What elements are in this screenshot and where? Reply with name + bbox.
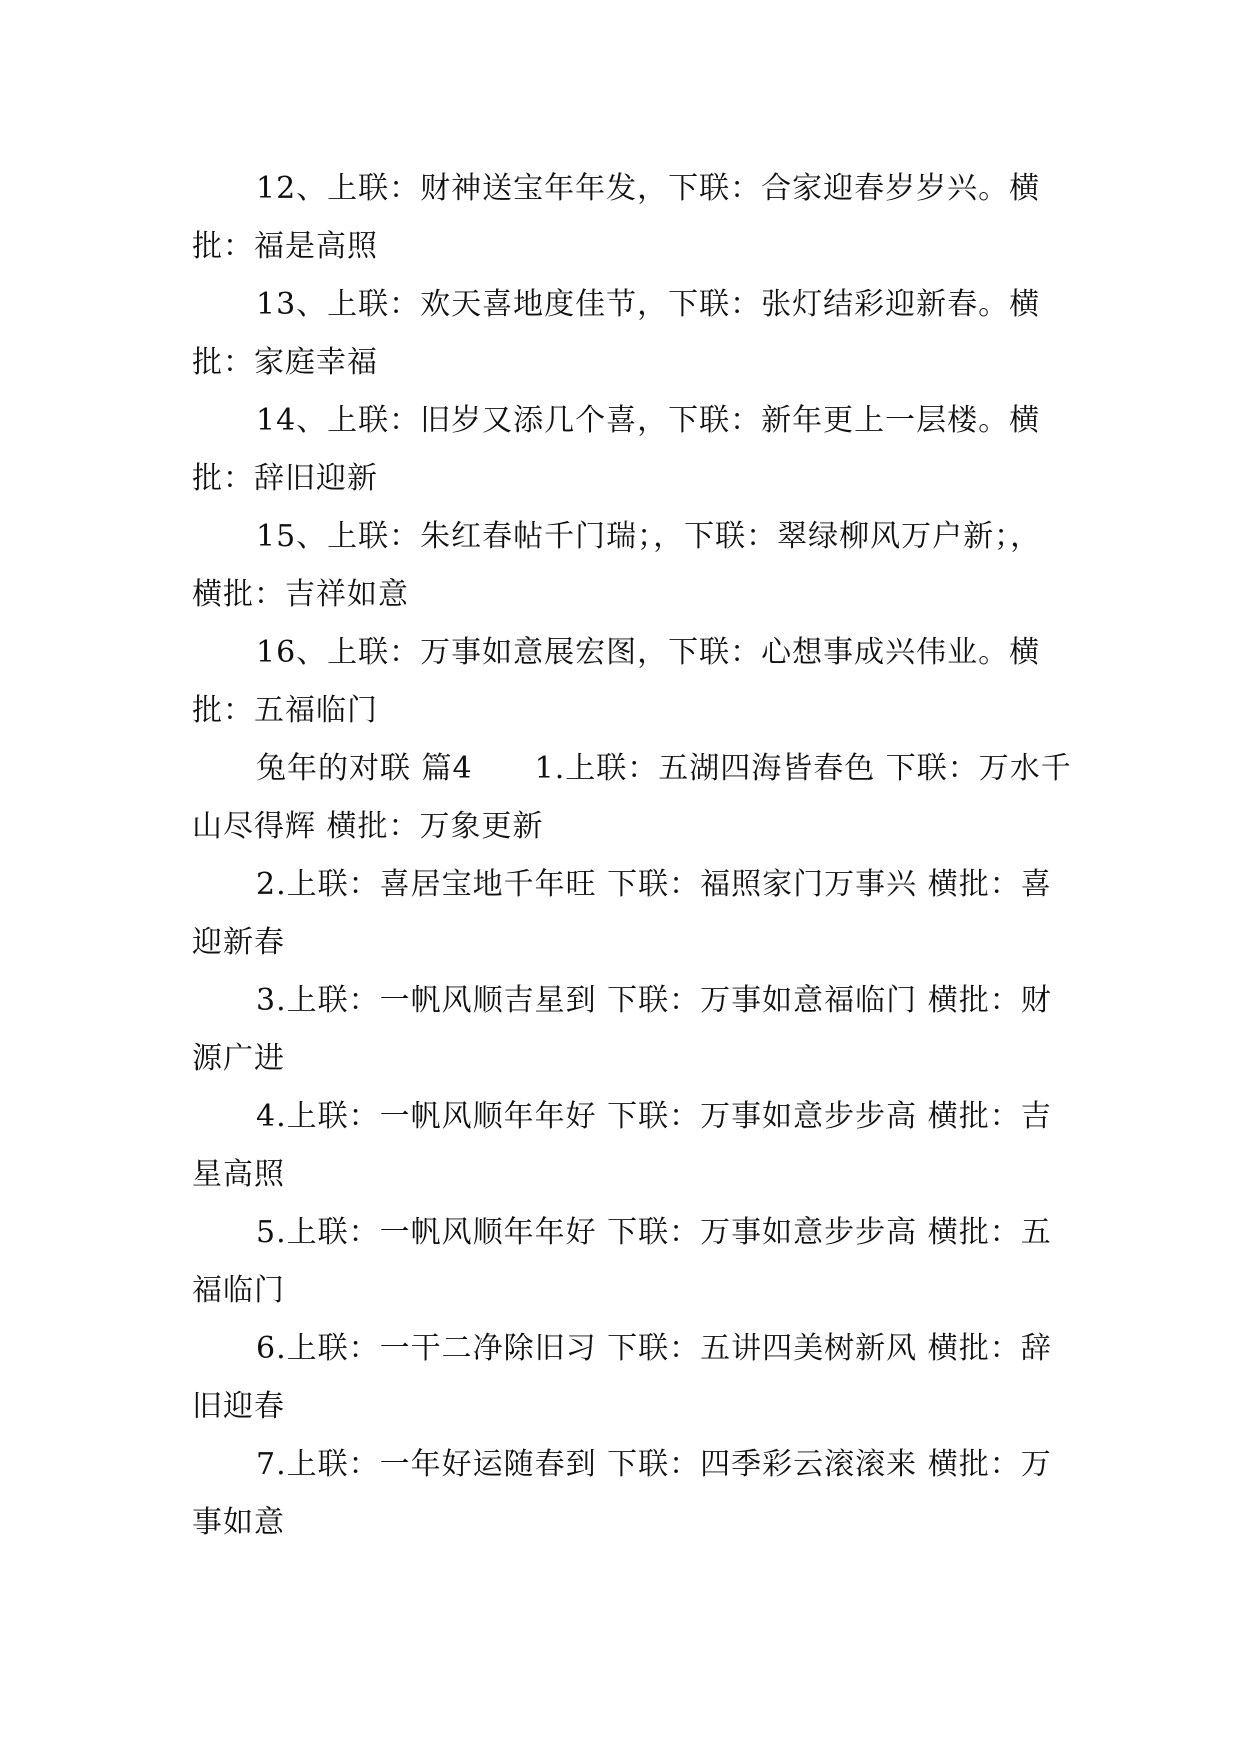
paragraph-couplet-16: 16、上联：万事如意展宏图，下联：心想事成兴伟业。横批：五福临门	[192, 635, 1041, 728]
paragraph-couplet-5: 5.上联：一帆风顺年年好 下联：万事如意步步高 横批：五福临门	[192, 1215, 1052, 1308]
paragraph-couplet-12: 12、上联：财神送宝年年发，下联：合家迎春岁岁兴。横批：福是高照	[192, 171, 1041, 264]
paragraph-section-4-couplet-1: 兔年的对联 篇4 1.上联：五湖四海皆春色 下联：万水千山尽得辉 横批：万象更新	[192, 751, 1072, 844]
paragraph-couplet-14: 14、上联：旧岁又添几个喜，下联：新年更上一层楼。横批：辞旧迎新	[192, 403, 1041, 496]
paragraph-couplet-15: 15、上联：朱红春帖千门瑞；，下联：翠绿柳风万户新；，横批：吉祥如意	[192, 519, 1042, 612]
document-body	[192, 160, 1072, 1552]
paragraph-couplet-3: 3.上联：一帆风顺吉星到 下联：万事如意福临门 横批：财源广进	[192, 983, 1052, 1076]
paragraph-couplet-13: 13、上联：欢天喜地度佳节，下联：张灯结彩迎新春。横批：家庭幸福	[192, 287, 1041, 380]
paragraph-couplet-7: 7.上联：一年好运随春到 下联：四季彩云滚滚来 横批：万事如意	[192, 1447, 1052, 1540]
paragraph-couplet-2: 2.上联：喜居宝地千年旺 下联：福照家门万事兴 横批：喜迎新春	[192, 867, 1052, 960]
paragraph-couplet-6: 6.上联：一干二净除旧习 下联：五讲四美树新风 横批：辞旧迎春	[192, 1331, 1052, 1424]
paragraph-couplet-4: 4.上联：一帆风顺年年好 下联：万事如意步步高 横批：吉星高照	[192, 1099, 1052, 1192]
